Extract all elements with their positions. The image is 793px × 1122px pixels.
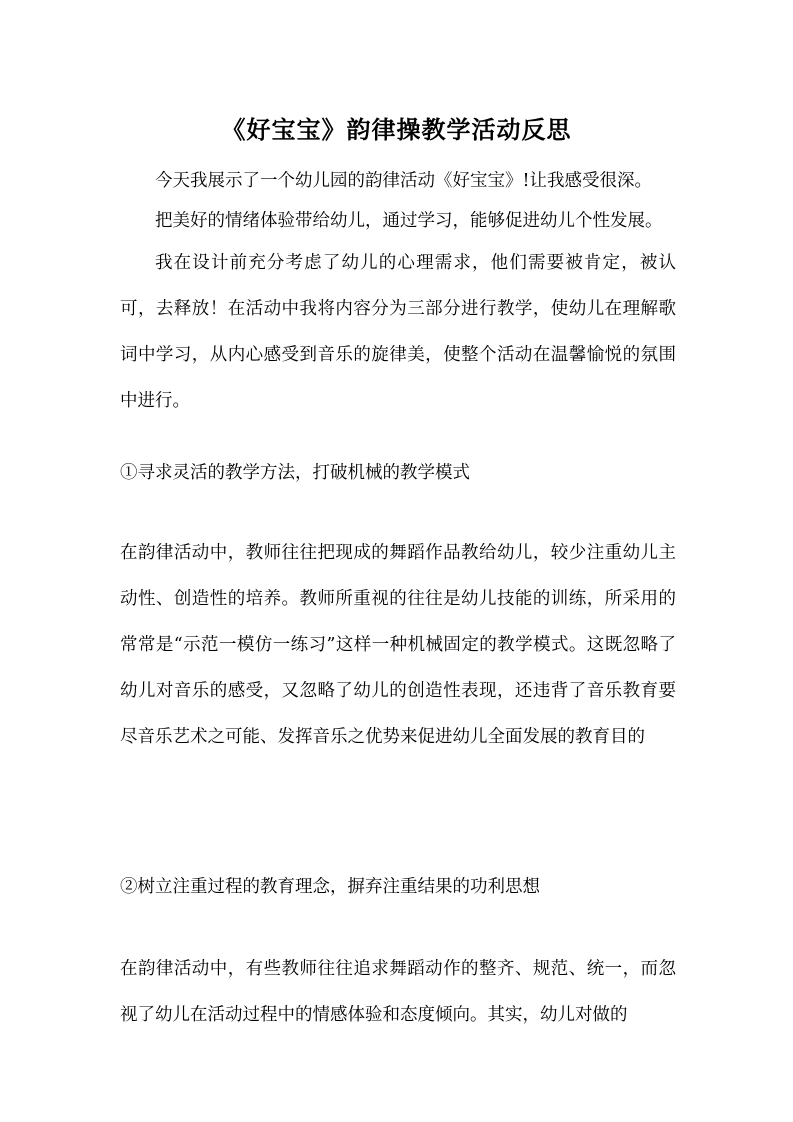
- section-heading-1: ①寻求灵活的教学方法，打破机械的教学模式: [120, 463, 470, 483]
- paragraph-intro: 今天我展示了一个幼儿园的韵律活动《好宝宝》!让我感受很深。: [155, 171, 653, 191]
- section-body-2: 在韵律活动中，有些教师往往追求舞蹈动作的整齐、规范、统一，而忽视了幼儿在活动过程中的情感体验和态度倾向。其实，幼儿对做的: [120, 959, 676, 1025]
- paragraph-design: 我在设计前充分考虑了幼儿的心理需求，他们需要被肯定，被认可，去释放！在活动中我将内容分为三部分进行教学，使幼儿在理解歌词中学习，从内心感受到音乐的旋律美，使整个活动在温馨愉悦的氛围中进行。: [120, 253, 676, 411]
- paragraph-emotion: 把美好的情绪体验带给幼儿，通过学习，能够促进幼儿个性发展。: [155, 211, 663, 231]
- section-heading-2: ②树立注重过程的教育理念，摒弃注重结果的功利思想: [120, 877, 540, 897]
- section-body-1: 在韵律活动中，教师往往把现成的舞蹈作品教给幼儿，较少注重幼儿主动性、创造性的培养。教师所重视的往往是幼儿技能的训练，所采用的常常是“示范一模仿一练习”这样一种机械固定的教学模式。这既忽略了幼儿对音乐的感受，又忽略了幼儿的创造性表现，还违背了音乐教育要尽音乐艺术之可能、发挥音乐之优势来促进幼儿全面发展的教育目的: [120, 543, 676, 747]
- document-title: 《好宝宝》韵律操教学活动反思: [221, 116, 572, 144]
